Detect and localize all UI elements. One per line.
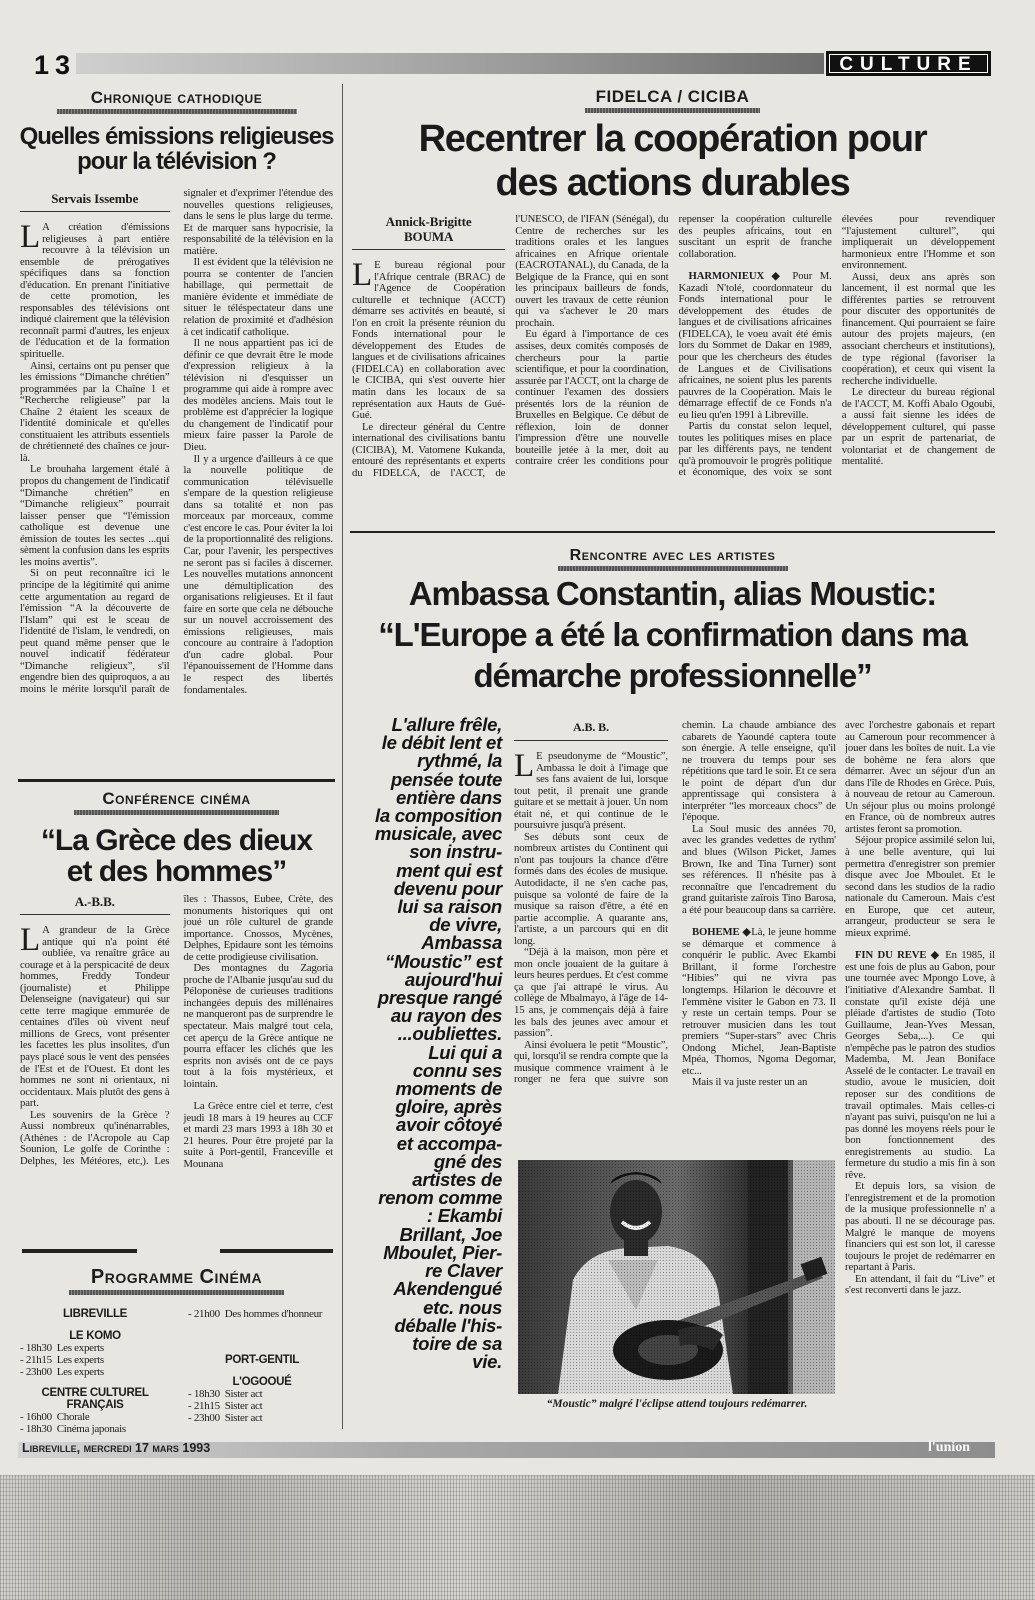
cinema-name: LE KOMO — [69, 1330, 121, 1342]
article-headline — [350, 573, 995, 696]
paragraph-text: Le directeur général du Centre international des civilisations bantu (CICIBA), M. Vatomene Kukanda, entouré des représentants et experts du FIDELCA, de l'ACCT, de l'UNESCO, de l'IFAN (Sénégal), du Centre de recherches sur les traditions orales et les langues africaines en Afrique orientale (EACROTANAL), du Canada, de la Belgique de la France, qui en sont les principaux bailleurs de fonds, ouvert les travaux de cette réunion qui va s'achever le 20 mars prochain. — [352, 214, 669, 479]
paragraph-text: Partis du constat selon lequel, toutes les politiques mises en place par les différents pays, ne tendent qu'à promouvoir le progrès politique et économique, des voix se sont élevées pour revendiquer “l'ajustement culturel”, qui impliquerait un développement harmonieux entre l'Homme et son environnement. — [678, 214, 995, 479]
paragraph-text: Ainsi évoluera le petit “Moustic”, qui, lorsqu'il se rendra compte que la musique commence vraiment à le ronger ne fera que suivre son chemin. La chaude ambiance des cabarets de Yaoundé captera toute son énergie. A telle enseigne, qu'il ne trouvera du temps pour ses répétitions que tard le soir. Et ce sera le point de départ d'un dur apprentissage qui consistera à interpréter “les morceaux chocs” de l'époque. — [514, 720, 836, 1086]
paragraph-text: A création d'émissions religieuses à part entière recouvre à la télévision un ensemble de prérogatives spécifiques dans sa fonction d'éducation. En prenant l'initiative de cette promotion, les responsables des télévisions ont indiqué clairement que la télévision reconnaît parmi d'autres, les enjeux de l'éducation et de la formation spirituelle. — [20, 221, 170, 361]
showtime: - 21h00 Des hommes d'honneur — [188, 1308, 323, 1320]
article-paragraph — [845, 950, 995, 1181]
paragraph-text: E pseudonyme de “Moustic”, Ambassa le doit à l'image que ses fans avaient de lui, lorsque tout petit, il prenait une grande guitare et se mettait à jouer. Un nom était né, et qui continue de le poursuivre jusqu'à présent. — [514, 750, 668, 832]
pull-quote-line: Lui qui a — [428, 1041, 502, 1063]
article-paragraph — [679, 271, 832, 421]
cinema-name: CENTRE CULTUREL FRANÇAIS — [41, 1387, 149, 1411]
conference-body — [20, 894, 333, 1220]
pull-quote-line: Ambassa — [421, 932, 502, 954]
run-in-subhead: HARMONIEUX ◆ — [688, 270, 793, 283]
pull-quote-line: toire de sa — [412, 1332, 502, 1354]
article-paragraph — [184, 257, 334, 338]
headline-line: des actions durables — [495, 162, 850, 204]
pull-quote-line: pensée toute — [390, 768, 502, 790]
article-paragraph — [352, 257, 506, 422]
pull-quote-line: avoir côtoyé — [396, 1114, 502, 1136]
pull-quote-line: Brillant, Joe — [399, 1223, 502, 1245]
paragraph-text: Là, le jeune homme se démarque et commence à conquérir le public. Avec Ekambi Brillant, il forme l'orchestre “Hibies” qui ne vivra pas longtemps. Hilarion le découvre et l'emmène visiter le Gabon en 73. Il y reste un certain temps. Pour se retrouver musicien dans les tout premiers “Super-stars” avec Chris Ondong Michel, Jean-Baptiste Mpéa, Thomos, Ngoma Degomar, etc... — [682, 926, 836, 1077]
paragraph-text: Il ne nous appartient pas ici de définir ce que devrait être le mode d'expression religieux à la télévision ni d'esquisser un programme qui aide à rompre avec des modèles anciens. Mais tout le problème est d'apprécier la logique du changement de l'indicatif pour mieux faire passer la Parole de Dieu. — [183, 337, 333, 454]
pull-quote-line: la composition — [374, 805, 502, 827]
paragraph-text: Si on peut reconnaître ici le principe de la légitimité qui anime cette argumentation au regard de l'émission “A la découverte de l'Islam” qui est le sceau de l'identité de l'islam, le vendredi, on peut quand même penser que le nouvel indicatif fédérateur “Dimanche religieux”, s'il engendre bien des quiproquos, a au moins le mérite lorsqu'il paraît de signaler et d'exprimer l'étendue des nouvelles questions religieuses, dans le sens le plus large du terme. Et de marquer sans hypocrisie, la responsabilité de la télévision en la matière. — [20, 188, 333, 695]
article-paragraph — [845, 1274, 995, 1297]
paragraph-text: Pour M. Kazadi N'tolé, coordonnateur du Fonds international pour le développement des études de langues et de civilisations africaines (FIDELCA), le voeu avait été émis lors du Sommet de Dakar en 1989, pour que les chercheurs des études de Langues et de Civilisations africaines, ne soient plus les parents pauvres de la Coopération. Mais le démarrage effectif de ce Fonds n'a eu lieu qu'en 1991 à Libreville. — [678, 270, 832, 421]
pull-quote-line: le débit lent et — [381, 732, 502, 754]
byline: Annick-Brigitte BOUMA — [352, 214, 505, 250]
cinema-name: L'OGOOUÉ — [232, 1376, 292, 1388]
fidelca-article — [350, 87, 995, 205]
showtime: - 23h00 Sister act — [188, 1412, 263, 1424]
article-paragraph — [682, 824, 836, 916]
paragraph-text: Aussi, deux ans après son lancement, il est normal que les différentes parties se retrouvent pour discuter des opportunités de financement. Qui pourraient se faire autour des projets majeurs, (en associant chercheurs et institutions), de type régional (favoriser la coopération), et ceux qui visent la recherche individuelle. — [841, 270, 995, 387]
page-number: 13 — [34, 50, 77, 80]
article-headline — [18, 124, 335, 174]
paragraph-text: Mais il va juste rester un an — [692, 1076, 808, 1089]
pull-quote-line: lui sa raison — [397, 896, 502, 918]
showtime: - 21h15 Les experts — [20, 1354, 104, 1366]
article-paragraph — [20, 219, 170, 361]
article-paragraph — [682, 1077, 836, 1089]
paragraph-text: La Grèce entre ciel et terre, c'est jeudi 18 mars à 19 heures au CCF et mardi 23 mars 1993 à 18h 30 et 21 heures. Pour être projeté par la suite à Port-gentil, Franceville et Mounana — [183, 1100, 333, 1171]
paragraph-text: La Soul music des années 70, avec les grandes vedettes de rythm' and blues (Wilson Picket, James Brown, Ike and Tina Turner) sont ses références. Il n'hésite pas à reconnaître que l'encadrement du grand guitariste zaïrois Tino Barosa, a été pour beaucoup dans sa carrière. — [682, 822, 836, 916]
paragraph-text: Il y a urgence d'ailleurs à ce que la nouvelle politique de communication télévisuelle s'empare de la question religieuse dans sa totalité et non pas morceaux par morceaux, comme c'est encore le cas. Pour éviter la loi de la proportionnalité des religions. Car, pour l'avenir, les perspectives ne seront pas si faciles à discerner. Les nouvelles mutations annoncent une démultiplication des organisations religieuses. Et il faut faire en sorte que cela ne débouche sur un nouvel accroissement des émissions religieuses, mais concoure au contraire à l'adoption d'un cadre global. Pour l'épanouissement de l'Homme dans le respect des libertés fondamentales. — [183, 452, 333, 696]
paragraph-text: Il est évident que la télévision ne pourra se contenter de l'ancien habillage, qui permettait de manière évidente et immédiate de situer le téléspectateur dans une relation de proximité et d'adhésion à cet indicatif catholique. — [183, 256, 333, 338]
kicker-underline — [585, 108, 760, 113]
rencontre-article — [350, 547, 995, 696]
section-rule — [220, 1249, 333, 1253]
paragraph-text: “Déjà à la maison, mon père et mon oncle jouaient de la guitare à leurs heures perdues. Et c'est comme ça que j'ai attrapé le virus. Au collège de Mbalmayo, à l'âge de 14-15 ans, je commençais déjà à faire les bals des jeunes avec amour et passion”. — [514, 946, 668, 1040]
paragraph-text: Les souvenirs de la Grèce ? Aussi nombreux qu'inénarrables, (Athènes : de l'Acropole au Cap Sounion, Le golfe de Corinthe : Delphes, les Météores, etc,). Les îles : Thassos, Eubee, Crète, des monuments historiques qui ont joué un rôle culturel de grande importance. Cnossos, Mycènes, Delphes, Epidaure sont les témoins de cette prodigieuse civilisation. — [20, 894, 333, 1167]
article-paragraph — [845, 1181, 995, 1273]
headline-line: Recentrer la coopération pour — [418, 118, 927, 160]
pull-quote-line: son instru- — [409, 841, 502, 863]
city-name: LIBREVILLE — [62, 1308, 128, 1320]
libreville-listings — [20, 1308, 170, 1435]
headline-line: “La Grèce des dieux — [40, 824, 313, 857]
article-paragraph — [184, 963, 334, 1090]
article-paragraph — [842, 387, 995, 468]
drop-cap: L — [352, 257, 373, 293]
showtime: - 23h00 Les experts — [20, 1366, 104, 1378]
pull-quote-line: de vivre, — [429, 914, 502, 936]
programme-title: Programme Cinéma — [90, 1266, 263, 1288]
pull-quote-line: devenu pour — [393, 877, 502, 899]
pull-quote-line: vie. — [472, 1351, 502, 1373]
conference-article — [18, 789, 335, 887]
article-paragraph — [514, 832, 668, 947]
pull-quote-line: Akendengué — [393, 1278, 502, 1300]
byline: Servais Issembe — [20, 191, 170, 212]
article-paragraph — [20, 464, 170, 568]
paragraph-text: Ainsi, certains ont pu penser que les émissions “Dimanche chrétien” programmées par la Chaîne 1 et “Recherche religieuse” par la Chaîne 2 étaient les sceaux de l'identité dominicale et qu'elles constituaient les attributs essentiels de chrétienneté des chaînes ce jour-là. — [20, 359, 170, 464]
paragraph-text: En attendant, il fait du “Live” et s'est reconverti dans le jazz. — [845, 1272, 995, 1297]
byline: A.B. B. — [514, 720, 668, 741]
pull-quote — [350, 716, 502, 1371]
article-paragraph — [20, 361, 170, 465]
paragraph-text: E bureau régional pour l'Afrique centrale (BRAC) de l'Agence de Coopération culturelle et technique (ACCT) démarre ses activités en beauté, si l'on en croit la présente réunion du Fonds international pour le développement des Etudes de langues et de civilisations africaines (FIDELCA) en collaboration avec le CICIBA, qui s'est ouverte hier matin dans les locaux de sa représentation aux Hauts de Gué-Gué. — [352, 259, 506, 422]
article-kicker: Chronique cathodique — [90, 88, 263, 107]
headline-line: et des hommes” — [66, 855, 287, 888]
musician-photo — [518, 1160, 835, 1394]
paragraph-text: avec l'orchestre gabonais et repart au Cameroun pour recommencer à jouer dans les boîtes de nuit. La vie de bohème ne fera alors que démarrer. Avec un séjour d'un an dans l'île de Rhodes en Grèce. Puis, à nouveau de retour au Cameroun. Un séjour plus ou moins prolongé en France, où de nombreux autres artistes feront sa promotion. — [845, 720, 995, 835]
paragraph-text: Le directeur du bureau régional de l'ACCT, M. Koffi Abalo Ogoubi, a aussi fait sienne les idées de développement culturel, qui passe par un esprit de partenariat, de volontariat et de changement de mentalité. — [841, 386, 995, 468]
article-kicker: Conférence cinéma — [102, 789, 251, 808]
article-paragraph — [845, 835, 995, 939]
newspaper-masthead: l'union — [928, 1440, 971, 1455]
pull-quote-line: gné des — [433, 1150, 502, 1172]
section-rule — [22, 1249, 137, 1253]
cinema-programme — [18, 1266, 335, 1295]
headline-line: “L'Europe a été la confirmation dans ma — [378, 616, 967, 653]
showtime: - 21h15 Sister act — [188, 1400, 263, 1412]
paragraph-text: Ses débuts sont ceux de nombreux artistes du Continent qui n'ont pas toujours la chance d'être formés dans des écoles de musique. Autodidacte, il ne s'en cache pas, puisque sa volonté de faire de la musique sa raison d'être, a été en partie accomplie. A quarante ans, l'artiste, a un parcours qui en dit long. — [514, 830, 668, 947]
pull-quote-line: “Moustic” est — [385, 950, 502, 972]
article-paragraph — [682, 927, 836, 1077]
chronique-article — [18, 88, 335, 174]
drop-cap: L — [20, 219, 41, 255]
headline-line: Quelles émissions religieuses — [19, 123, 334, 150]
paragraph-text: Séjour propice assimilé selon lui, à une belle aventure, qui lui permettra d'enregistrer son premier disque avec Joe Mboulet. Et le second dans les studios de la radio nationale du Cameroun. Mais c'est en Europe, que cet auteur, arrangeur, producteur se sera le mieux exprimé. — [845, 834, 995, 939]
pull-quote-line: rythmé, la — [417, 750, 502, 772]
rencontre-body-right — [845, 720, 995, 1425]
byline: A.-B.B. — [20, 894, 170, 915]
pull-quote-line: et accompa- — [396, 1132, 502, 1154]
pull-quote-line: presque rangé — [377, 987, 502, 1009]
pull-quote-line: au rayon des — [390, 1005, 502, 1027]
pull-quote-line: : Ekambi — [426, 1205, 502, 1227]
column-divider — [342, 84, 343, 1429]
pull-quote-line: connu ses — [412, 1059, 502, 1081]
kicker-underline — [57, 109, 297, 114]
pull-quote-line: renom comme — [378, 1187, 502, 1209]
run-in-subhead: BOHEME ◆ — [692, 926, 752, 939]
dateline: Libreville, mercredi 17 mars 1993 — [22, 1441, 211, 1455]
scan-noise-margin — [0, 1475, 1035, 1600]
paragraph-text: Des montagnes du Zagoria proche de l'Albanie jusqu'au sud du Péloponèse de curieuses traditions inchangées depuis des millénaires ne manqueront pas de surprendre le spectateur. Mais malgré tout cela, cet aperçu de la Grèce antique ne pourra effacer les clichés que les esprits non avisés ont de ce pays tout à la fois mystérieux, et lointain. — [183, 962, 333, 1090]
header-bar — [76, 53, 824, 74]
pull-quote-line: L'allure frêle, — [391, 714, 502, 735]
city-name: PORT-GENTIL — [224, 1354, 299, 1366]
chronique-body — [20, 188, 333, 766]
rencontre-body-left — [514, 720, 836, 1154]
pull-quote-line: ...oubliettes. — [397, 1023, 502, 1045]
photo-caption: “Moustic” malgré l'éclipse attend toujours redémarrer. — [546, 1398, 808, 1410]
kicker-underline — [558, 566, 788, 571]
article-paragraph — [20, 922, 170, 1110]
showtime: - 18h30 Cinéma japonais — [20, 1423, 126, 1435]
headline-line: pour la télévision ? — [77, 148, 276, 175]
article-headline — [18, 825, 335, 887]
section-label: CULTURE — [826, 51, 991, 76]
paragraph-text: Et depuis lors, sa vision de l'enregistrement et de la promotion de la musique professionnelle n' a pas abouti. Il ne se décourage pas. Malgré le manque de moyens financiers qui est son lot, il caresse toujours le projet de redémarrer en repartant à Paris. — [845, 1180, 995, 1274]
article-kicker: FIDELCA / CICIBA — [595, 87, 750, 106]
pull-quote-line: re Claver — [425, 1260, 502, 1282]
paragraph-text: A grandeur de la Grèce antique qui n'a point été oubliée, va renaître grâce au courage et à la perspicacité de deux hommes, Freddy Tondeur (journaliste) et Philippe Delenseigne (navigateur) qui sur cette terre magique emmurée de centaines d'îles où vivent neuf millions de Grecs, vont présenter les facettes les plus insolites, d'un pays placé sous le vent des pensées de l'Est et de l'Ouest. Et dont les hommes ne sont ni orientaux, ni occidentaux. Mais plutôt des gens à part. — [20, 924, 170, 1110]
paragraph-text: En 1985, il est une fois de plus au Gabon, pour une tournée avec Mpongo Love, à l'initiative d'Alexandre Sambat. Il constate qu'il existe déjà une pléiade d'artistes de studio (Toto Guillaume, Jean-Yves Messan, Georges Seba,...). Ce qui n'empêche pas le patron des studios Mademba, M. Jean Boniface Asselé de le contacter. Le travail en studio, avoue le musicien, doit reposer sur des conditions de travail optimales. Mais celles-ci n'ayant pas suivi, puisqu'on ne lui a pas donné les moyens réels pour le bon fonctionnement des enregistrements au studio. La fermeture du studio a mis fin à son rêve. — [845, 949, 995, 1181]
pull-quote-line: ment qui est — [396, 859, 502, 881]
showtime: - 16h00 Chorale — [20, 1411, 90, 1423]
guitarist-photo-image — [518, 1160, 835, 1394]
headline-line: démarche professionnelle” — [473, 657, 872, 694]
article-paragraph — [184, 338, 334, 453]
pull-quote-line: aujourd'hui — [404, 968, 502, 990]
pull-quote-line: artistes de — [412, 1169, 502, 1191]
article-paragraph — [514, 947, 668, 1039]
paragraph-text: Eu égard à l'importance de ces assises, deux comités composés de chercheurs pour la partie scientifique, et pour la coordination, assurée par l'ACCT, ont la charge de continuer l'examen des dossiers présentés lors de la réunion de Bruxelles en Belgique. Ce début de réflexion, loin de donner l'impression d'être une nouvelle bouteille jetée à la mer, doit au contraire créer les conditions pour repenser la coopération culturelle des peuples africains, tout en suscitant un esprit de franche collaboration. — [515, 214, 832, 468]
pull-quote-line: entière dans — [396, 786, 502, 808]
section-rule — [18, 779, 335, 782]
showtime: - 18h30 Les experts — [20, 1342, 104, 1354]
article-paragraph — [184, 454, 334, 696]
article-paragraph — [184, 1101, 334, 1170]
paragraph-text: Le brouhaha largement étalé à propos du changement de l'indicatif “Dimanche chrétien” en “Dimanche religieux” pourrait laisser penser que “l'émission catholique est devenue une émission de toutes les sectes ...qui sèment la confusion dans les esprits les moins avertis”. — [20, 463, 170, 568]
pull-quote-line: moments de — [395, 1078, 502, 1100]
article-paragraph — [842, 272, 995, 387]
pull-quote-line: Mboulet, Pier- — [383, 1241, 502, 1263]
kicker-underline — [69, 1290, 284, 1295]
showtime: - 18h30 Sister act — [188, 1388, 263, 1400]
section-rule — [350, 531, 995, 533]
drop-cap: L — [20, 922, 41, 958]
article-paragraph — [845, 720, 995, 835]
article-paragraph — [514, 748, 668, 832]
pull-quote-line: musicale, avec — [374, 823, 502, 845]
article-kicker: Rencontre avec les artistes — [569, 547, 776, 564]
pull-quote-line: gloire, après — [395, 1096, 502, 1118]
drop-cap: L — [514, 748, 535, 784]
article-headline — [350, 117, 995, 205]
headline-line: Ambassa Constantin, alias Moustic: — [408, 575, 937, 612]
kicker-underline — [74, 810, 279, 815]
portgentil-listings — [188, 1308, 336, 1424]
run-in-subhead: FIN DU REVE ◆ — [855, 949, 946, 962]
fidelca-body — [352, 214, 995, 520]
pull-quote-line: déballe l'his- — [394, 1314, 502, 1336]
pull-quote-line: etc. nous — [423, 1296, 502, 1318]
